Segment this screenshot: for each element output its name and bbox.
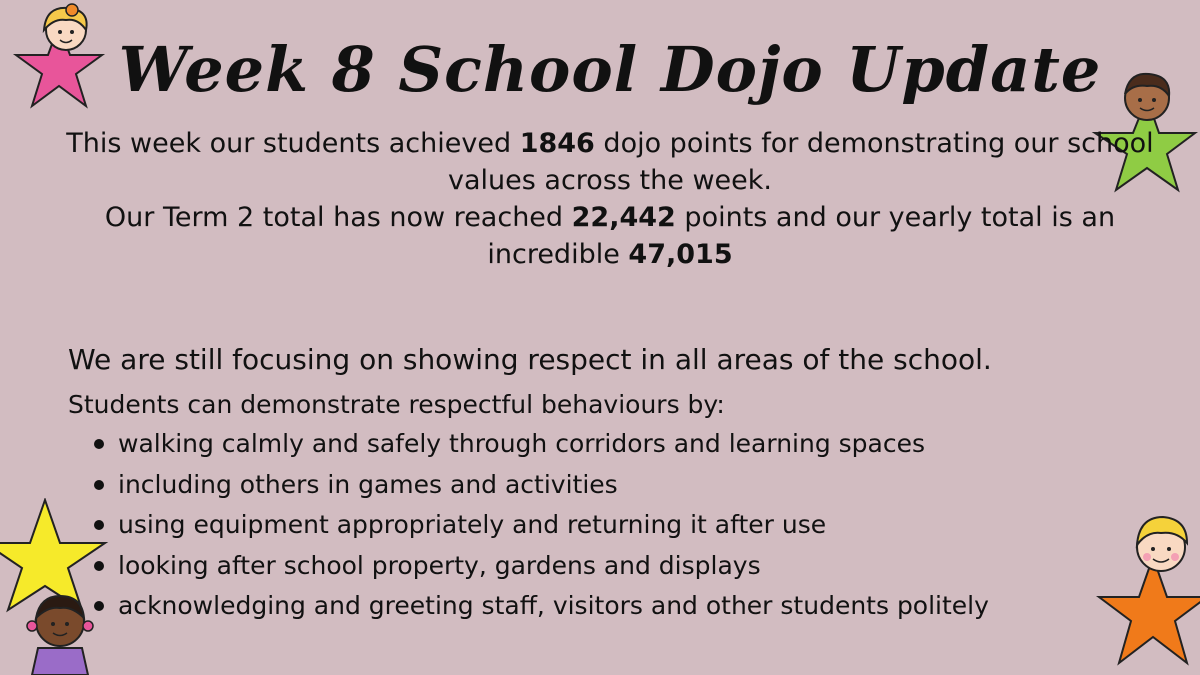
list-item: looking after school property, gardens and displays <box>68 546 1138 587</box>
page-title: Week 8 School Dojo Update <box>118 33 1102 106</box>
bullet-icon <box>94 439 104 449</box>
girl-with-pink-star-icon <box>4 0 114 135</box>
totals-text: Our Term 2 total has now reached 22,442 points and our yearly total is an incredible 47,015 <box>104 202 1116 270</box>
behaviours-list <box>68 424 1138 627</box>
yearly-points-value: 47,015 <box>628 239 733 270</box>
bullet-icon <box>94 520 104 530</box>
bullet-icon <box>94 480 104 490</box>
points-summary <box>40 125 1180 273</box>
focus-statement: We are still focusing on showing respect in all areas of the school. <box>68 343 992 376</box>
weekly-points-value: 1846 <box>519 128 595 159</box>
list-item: using equipment appropriately and returning it after use <box>68 505 1138 546</box>
weekly-points-text: This week our students achieved 1846 dojo points for demonstrating our school values across the week. <box>66 128 1154 196</box>
term-points-value: 22,442 <box>571 202 676 233</box>
list-item: acknowledging and greeting staff, visitors and other students politely <box>68 586 1138 627</box>
bullet-icon <box>94 561 104 571</box>
behaviours-lead: Students can demonstrate respectful behaviours by: <box>68 390 725 419</box>
list-item: including others in games and activities <box>68 465 1138 506</box>
bullet-icon <box>94 601 104 611</box>
list-item: walking calmly and safely through corridors and learning spaces <box>68 424 1138 465</box>
